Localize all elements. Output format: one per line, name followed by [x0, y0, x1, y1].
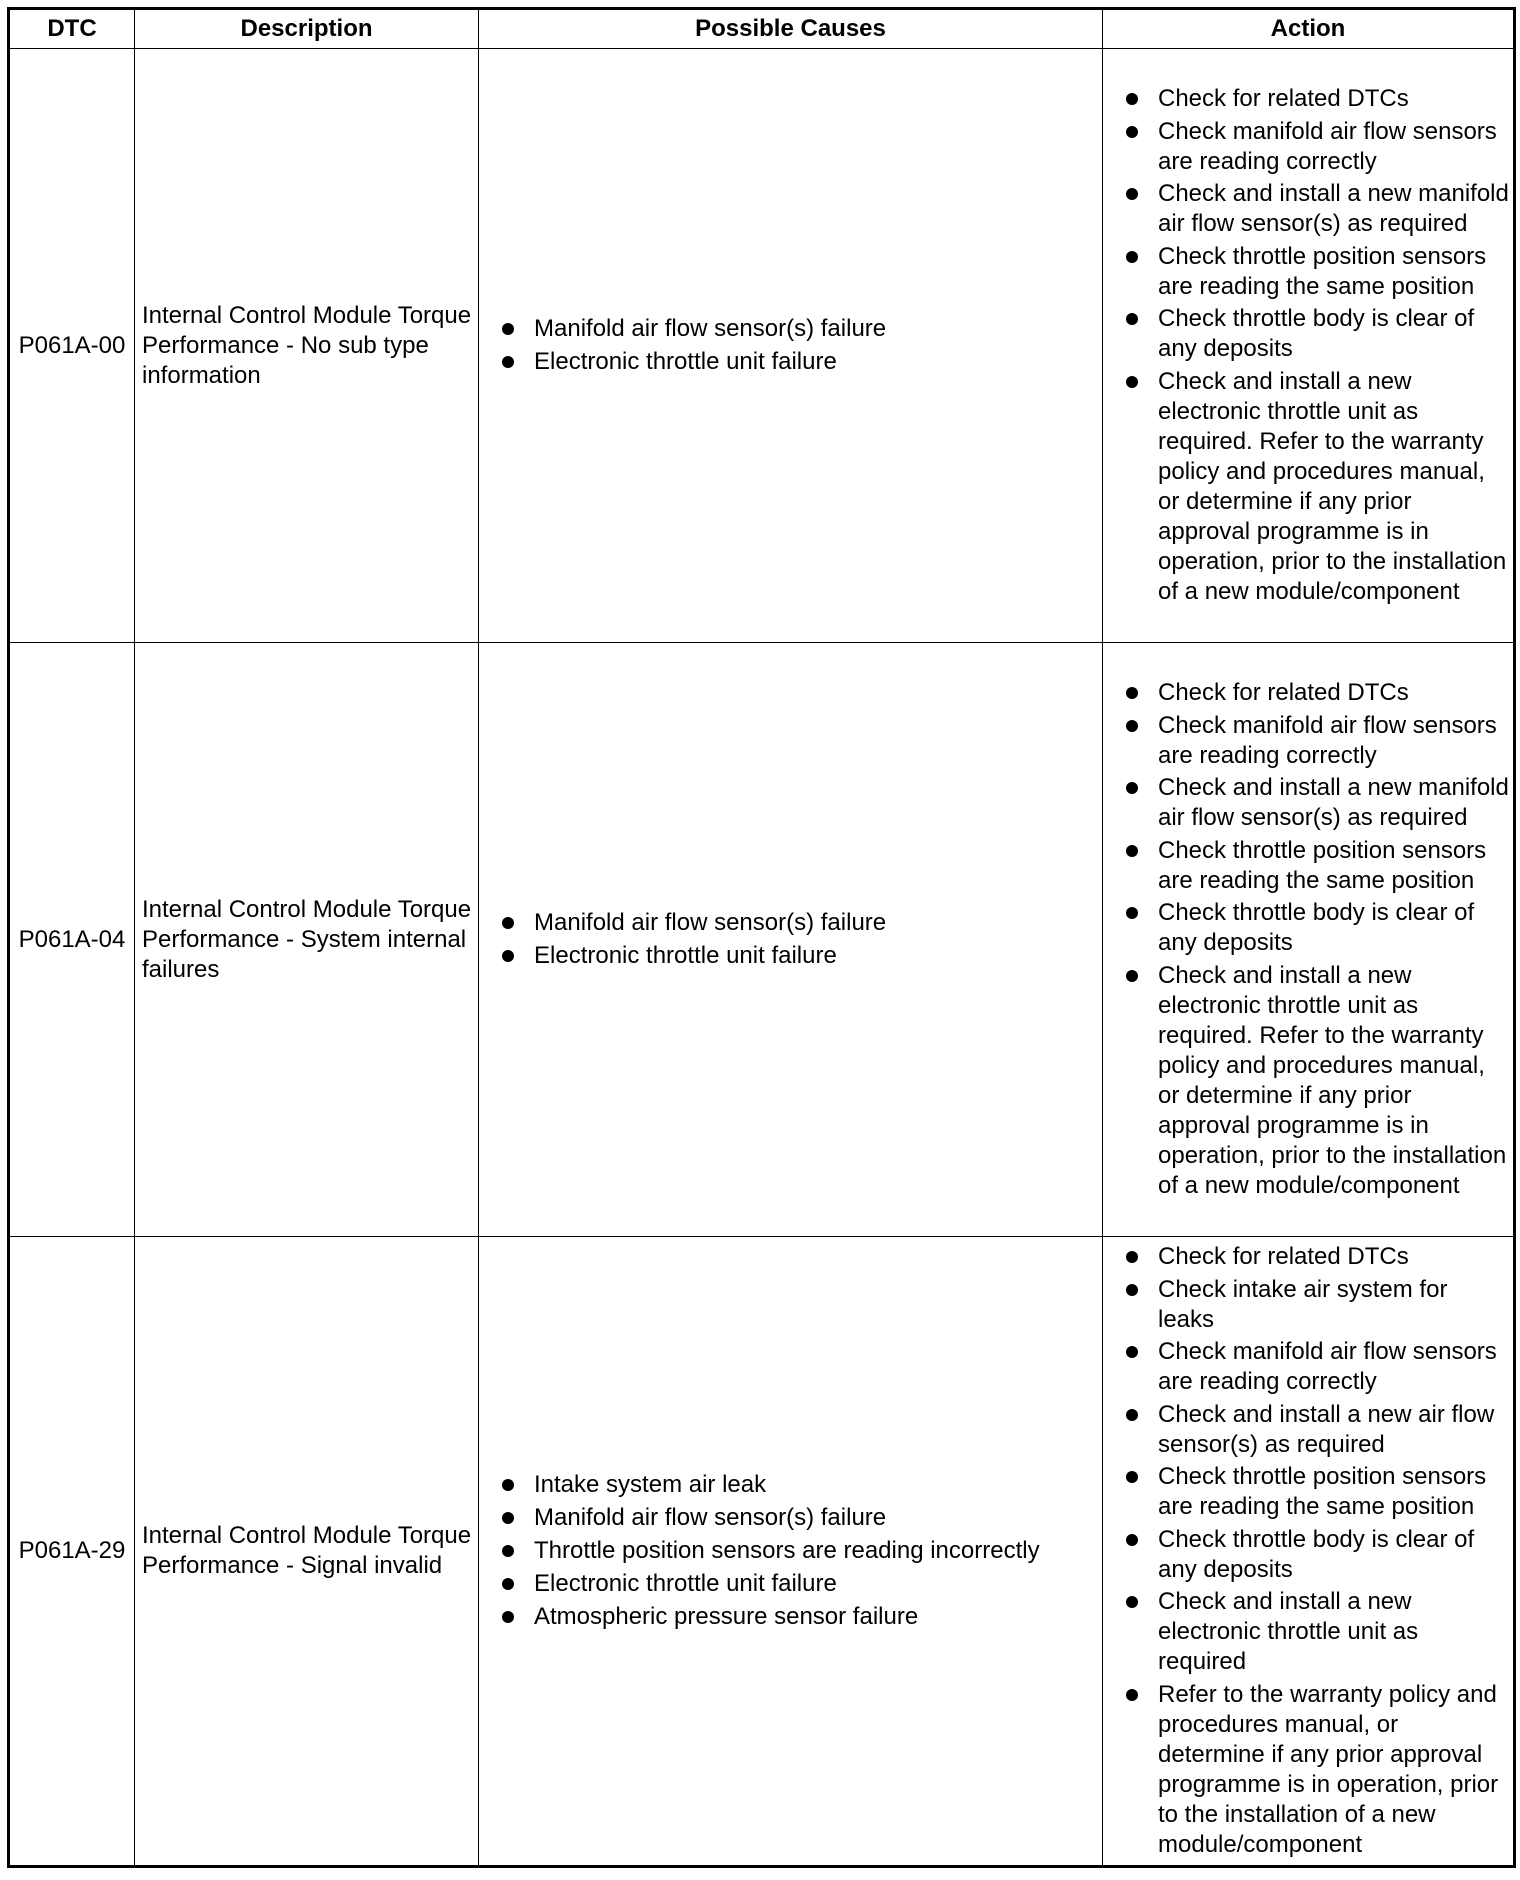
cause-text: Electronic throttle unit failure [534, 1569, 837, 1597]
dtc-code: P061A-29 [9, 1237, 135, 1867]
action-item [1125, 1462, 1509, 1522]
dtc-code: P061A-04 [9, 643, 135, 1237]
possible-causes-cell [479, 1237, 1103, 1867]
possible-causes-list [501, 908, 1094, 971]
possible-causes-list [501, 314, 1094, 377]
dtc-description: Internal Control Module Torque Performance - No sub type information [135, 49, 479, 643]
header-description: Description [135, 9, 479, 49]
bullet-icon [1126, 970, 1138, 982]
action-item [1125, 773, 1509, 833]
action-text: Check intake air system for leaks [1158, 1275, 1448, 1333]
action-text: Check throttle body is clear of any deposits [1158, 1525, 1475, 1583]
action-cell [1103, 49, 1515, 643]
cause-text: Manifold air flow sensor(s) failure [534, 315, 887, 342]
action-list [1125, 678, 1509, 1201]
bullet-icon [502, 1611, 514, 1623]
cause-item [501, 1503, 1094, 1533]
bullet-icon [1126, 93, 1138, 105]
action-list [1125, 1242, 1509, 1860]
action-text: Check and install a new manifold air flow sensor(s) as required [1158, 774, 1509, 832]
bullet-icon [1126, 1471, 1138, 1483]
dtc-code: P061A-00 [9, 49, 135, 643]
bullet-icon [1126, 1534, 1138, 1546]
header-row [9, 9, 1515, 49]
action-item [1125, 711, 1509, 771]
table-row [9, 1237, 1515, 1867]
cause-item [501, 941, 1094, 971]
cause-item [501, 314, 1094, 344]
header-dtc: DTC [9, 9, 135, 49]
bullet-icon [1126, 782, 1138, 794]
action-item [1125, 1242, 1509, 1272]
dtc-description: Internal Control Module Torque Performance - Signal invalid [135, 1237, 479, 1867]
cause-text: Manifold air flow sensor(s) failure [534, 909, 887, 936]
action-text: Refer to the warranty policy and procedures manual, or determine if any prior approval programme is in operation, prior to the installation of a new module/component [1158, 1680, 1499, 1858]
bullet-icon [1126, 845, 1138, 857]
dtc-document [7, 7, 1516, 1868]
cause-item [501, 1602, 1094, 1632]
cause-item [501, 347, 1094, 377]
action-cell [1103, 643, 1515, 1237]
bullet-icon [1126, 720, 1138, 732]
cause-text: Manifold air flow sensor(s) failure [534, 1503, 887, 1531]
bullet-icon [1126, 251, 1138, 263]
action-item [1125, 117, 1509, 177]
bullet-icon [1126, 313, 1138, 325]
bullet-icon [1126, 126, 1138, 138]
action-item [1125, 1680, 1509, 1860]
cause-text: Electronic throttle unit failure [534, 942, 837, 969]
action-item [1125, 84, 1509, 114]
action-text: Check and install a new electronic throttle unit as required. Refer to the warranty policy and procedures manual, or determine if any prior approval programme is in operation, prior to the installation of a new module/component [1158, 367, 1507, 605]
bullet-icon [502, 1545, 514, 1557]
cause-item [501, 1569, 1094, 1599]
action-item [1125, 242, 1509, 302]
bullet-icon [502, 356, 514, 368]
bullet-icon [1126, 1689, 1138, 1701]
action-text: Check manifold air flow sensors are reading correctly [1158, 1338, 1497, 1395]
action-item [1125, 898, 1509, 958]
header-action: Action [1103, 9, 1515, 49]
dtc-table-body [9, 49, 1515, 1867]
action-list [1125, 84, 1509, 607]
bullet-icon [1126, 1284, 1138, 1296]
bullet-icon [1126, 907, 1138, 919]
action-text: Check throttle position sensors are reading the same position [1158, 242, 1487, 300]
action-text: Check throttle position sensors are reading the same position [1158, 836, 1487, 894]
action-cell [1103, 1237, 1515, 1867]
bullet-icon [1126, 1346, 1138, 1358]
bullet-icon [502, 917, 514, 929]
action-item [1125, 367, 1509, 607]
dtc-description: Internal Control Module Torque Performance - System internal failures [135, 643, 479, 1237]
action-item [1125, 1400, 1509, 1460]
bullet-icon [502, 1512, 514, 1524]
possible-causes-cell [479, 643, 1103, 1237]
header-possible-causes: Possible Causes [479, 9, 1103, 49]
action-text: Check and install a new electronic throttle unit as required. Refer to the warranty policy and procedures manual, or determine if any prior approval programme is in operation, prior to the installation of a new module/component [1158, 961, 1507, 1199]
bullet-icon [1126, 687, 1138, 699]
action-text: Check throttle position sensors are reading the same position [1158, 1463, 1487, 1520]
action-item [1125, 1525, 1509, 1585]
action-item [1125, 304, 1509, 364]
bullet-icon [502, 1479, 514, 1491]
cause-text: Intake system air leak [534, 1470, 767, 1498]
bullet-icon [1126, 1409, 1138, 1421]
action-text: Check throttle body is clear of any deposits [1158, 305, 1475, 363]
dtc-table [7, 7, 1516, 1868]
table-row [9, 49, 1515, 643]
action-item [1125, 1275, 1509, 1335]
action-text: Check for related DTCs [1158, 85, 1409, 113]
cause-item [501, 1536, 1094, 1566]
bullet-icon [502, 323, 514, 335]
action-item [1125, 179, 1509, 239]
bullet-icon [1126, 1251, 1138, 1263]
bullet-icon [1126, 188, 1138, 200]
action-text: Check manifold air flow sensors are reading correctly [1158, 711, 1497, 769]
action-item [1125, 678, 1509, 708]
bullet-icon [1126, 376, 1138, 388]
possible-causes-cell [479, 49, 1103, 643]
action-text: Check and install a new manifold air flow sensor(s) as required [1158, 180, 1509, 238]
action-text: Check and install a new air flow sensor(s) as required [1158, 1400, 1495, 1458]
action-item [1125, 961, 1509, 1201]
action-text: Check for related DTCs [1158, 1243, 1409, 1270]
cause-text: Throttle position sensors are reading incorrectly [534, 1536, 1040, 1564]
cause-item [501, 1470, 1094, 1500]
possible-causes-list [501, 1470, 1094, 1632]
table-row [9, 643, 1515, 1237]
action-item [1125, 1337, 1509, 1397]
action-text: Check for related DTCs [1158, 679, 1409, 707]
action-text: Check manifold air flow sensors are reading correctly [1158, 117, 1497, 175]
cause-item [501, 908, 1094, 938]
action-item [1125, 836, 1509, 896]
action-text: Check and install a new electronic throttle unit as required [1158, 1588, 1419, 1675]
action-item [1125, 1587, 1509, 1677]
action-text: Check throttle body is clear of any deposits [1158, 899, 1475, 957]
cause-text: Electronic throttle unit failure [534, 348, 837, 375]
cause-text: Atmospheric pressure sensor failure [534, 1602, 919, 1630]
bullet-icon [1126, 1596, 1138, 1608]
bullet-icon [502, 1578, 514, 1590]
bullet-icon [502, 950, 514, 962]
